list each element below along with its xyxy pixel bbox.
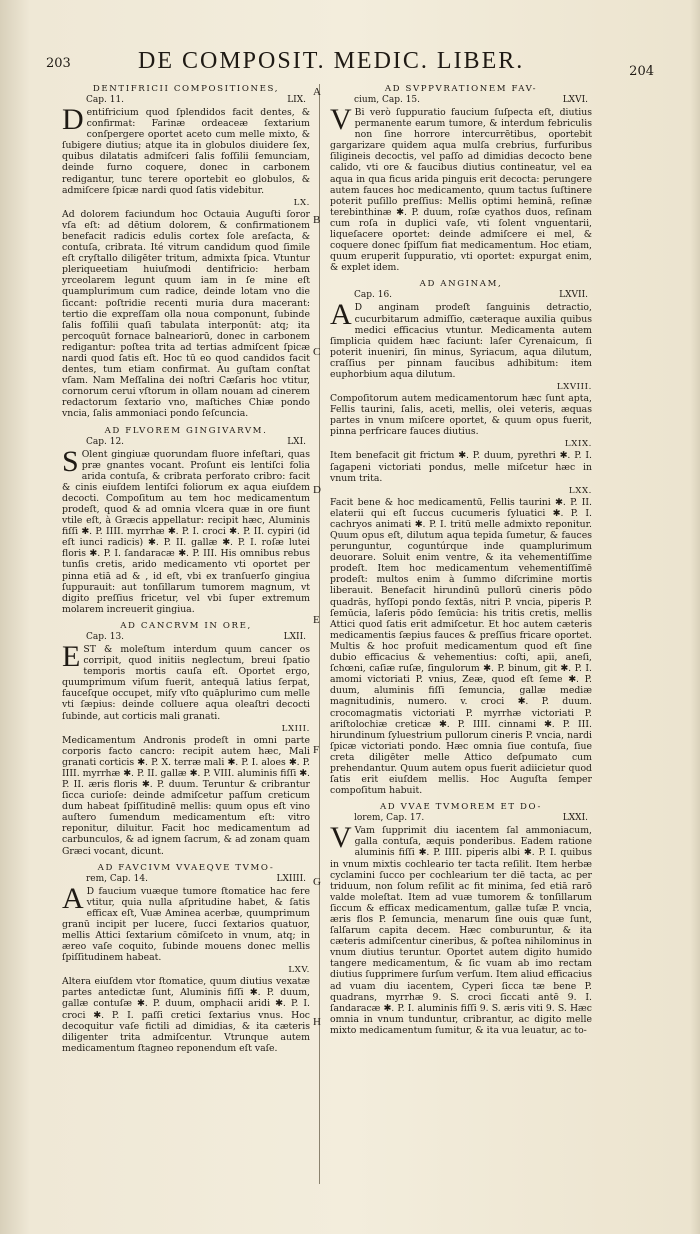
recipe-number: LXVIII.	[556, 382, 592, 393]
recipe-number: LXIX.	[564, 439, 592, 450]
body-paragraph	[62, 976, 310, 1054]
margin-letter-d: D	[313, 484, 321, 496]
body-paragraph	[330, 393, 592, 437]
body-paragraph	[330, 103, 592, 274]
recipe-number: LXII.	[283, 631, 306, 642]
chapter-subtitle	[330, 290, 592, 300]
left-column	[62, 84, 310, 1060]
chapter-number: Cap. 13.	[86, 631, 125, 642]
paragraph-text: Compoſitorum autem medicamentorum hæc ſunt apta, Fellis taurini, ſalis, aceti, mellis, olei veteris, æquas partes in vnum miſcere oportet, & quum opus fuerit, pinna perfricare fauces diutius.	[330, 393, 592, 438]
chapter-section	[330, 802, 592, 1036]
running-title: DE COMPOSIT. MEDIC. LIBER.	[138, 48, 525, 74]
margin-letter-f: F	[313, 744, 320, 756]
chapter-title: AD VVAE TVMOREM ET DO-	[379, 802, 543, 813]
margin-letter-a: A	[313, 86, 321, 98]
right-column	[330, 84, 592, 1042]
body-paragraph	[62, 444, 310, 615]
recipe-number: LX.	[293, 197, 310, 208]
chapter-number: Cap. 12.	[86, 436, 125, 447]
drop-capital: A	[330, 298, 352, 332]
chapter-number: Cap. 16.	[354, 290, 393, 301]
chapter-title: AD SVPPVRATIONEM FAV-	[384, 84, 538, 94]
paragraph-text: Ad dolorem faciundum hoc Octauia Auguſti ſoror vſa eſt: ad dētium dolorem, & confirmationem benefacit radicis edulis cortex ſole areſacta, & contuſa, cribrata. Ité vitrum candidum quod ſimile eſt cryſtallo diligēter tritum, admixta ſpica. Vtuntur pleriqueetiam huiuſmodi dentifricio: herbam yrceolarem legunt quum iam in ſe mine eſt quamplurimum cum radice, deinde lotam vno die ſiccant: poſtridie recenti muria dura macerant: tertio die expreſſam olla noua componunt, ſubinde ſalis foſſilii quaſi tabulata interponūt: atq; ita percoquūt fornace balneariorū, donec in carbonem redigantur: poſtea trita ad tertias admiſcent ſpicæ nardi quod ſatis eſt. Hoc tū eo quod candidos facit dentes, tum etiam confirmat. Au guſtam conſtat vſam. Nam Meſſalina dei noſtri Cæſaris hoc vtitur, cornorum cerui vſtorum in ollam nouam ad cinerem redactorum ſextario vno, maſtiches Chiæ pondo vncia, ſalis ammoniaci pondo ſeſcuncia.	[62, 208, 310, 420]
recipe-number: LXVI.	[562, 95, 588, 105]
paragraph-text: Facit bene & hoc medicamentū, Fellis taurini ✱. P. II. elaterii qui eſt ſuccus cucumeris ſyluatici ✱. P. I. cachryos animati ✱. P. I. tritū melle admixto reponitur. Quum opus eſt, dilutum aqua tepida ſumetur, & fauces perunguntur, coguntúrque inde quamplurimum deuorare. Soluit enim ventre, & ita vehementiſſime prodeſt. Item hoc medicamentum vehementiſſimē prodeſt: multos enim à ſummo diſcrimine mortis liberauit. Benefacit hirundinū pullorū cineris pōdo quadrās, hyſſopi pondo ſextās, nitri P. vncia, piperis P. ſemūcia, laſeris pōdo ſemūcia: his tritis cretis, mellis Attici quod ſatis erit admiſcetur. Et hoc autem cæteris medicamentis ſæpius fauces & preſſius fricare oportet. Multis & hoc profuit medicamentum quod eſt ſine dubio efficacius & vehementius: coſti, apii, aneſi, ſchœni, caſiæ ruſæ, ſingulorum ✱. P. binum, git ✱. P. I. amomi victoriati P. vnius, Zeæ, quod eſt ſeme ✱. P. duum, aluminis fiſſi ſemuncia, gallæ mediæ magnitudinis, numero. v. croci ✱. P. duum. crocomagmatis victoriati P. myrrhæ victoriati P. ariſtolochiæ creticæ ✱. P. IIII. cinnami ✱. P. III. hirundinum ſyluestrium pullorum cineris P. vncia, nardi ſpicæ victoriati pondo. Hæc omnia ſiue contuſa, ſiue creta diligēter melle Attico deſpumato cum prehendantur. Quum autem opus fuerit adiicietur quod ſatis erit eiuſdem mellis. Hoc Auguſta ſemper compoſitum habuit.	[330, 496, 592, 797]
body-paragraph	[62, 103, 310, 196]
recipe-number: LXIII.	[281, 723, 310, 734]
chapter-number: lorem, Cap. 17.	[354, 813, 425, 824]
chapter-number: Cap. 11.	[86, 95, 125, 105]
chapter-number: cium, Cap. 15.	[354, 95, 421, 105]
chapter-subtitle	[62, 437, 310, 447]
drop-capital: A	[62, 881, 84, 915]
recipe-number: LXXI.	[562, 813, 588, 824]
chapter-section	[330, 279, 592, 796]
chapter-section	[330, 84, 592, 273]
paragraph-text: Item benefacit git frictum ✱. P. duum, pyrethri ✱. P. I. ſagapeni victoriati pondus, melle miſcetur hæc in vnum trita.	[330, 450, 592, 484]
paragraph-text: Olent gingiuæ quorundam fluore infeſtari, quas præ gnantes vocant. Proſunt eis lentiſci folia arida contuſa, & cribrata perforato cribro: facit & cinis eiuſdem lentiſci foliorum ex aqua eiuſdem decocti. Compoſitum au tem hoc medicamentum prodeſt, quod & ad omnia vlcera quæ in ore fiunt vtile eſt, à Græcis appellatur: recipit hæc, Aluminis fiſſi ✱. P. IIII. myrrhæ ✱. P. I. croci ✱. P. II. cypiri (id eſt iunci radicis) ✱. P. II. gallæ ✱. P. I. roſæ lutei floris ✱. P. I. ſandaracæ ✱. P. III. His omnibus rebus tunſis cretis, arido medicamento vti oportet per pinna etiā ad & , id eſt, vbi ex tranſuerſo gingiua ſuppurauit: aut tonſillarum tumorem magnum, vt digito preſſius fricetur, vel vbi ſuper extremum molarem increuerit gingiua.	[62, 448, 310, 615]
chapter-subtitle	[62, 632, 310, 642]
body-paragraph	[62, 209, 310, 420]
chapter-number: rem, Cap. 14.	[86, 873, 148, 884]
recipe-number: LXI.	[287, 436, 306, 447]
chapter-subtitle	[330, 813, 592, 823]
chapter-subtitle	[62, 874, 310, 884]
body-paragraph	[330, 450, 592, 483]
body-paragraph	[62, 735, 310, 857]
paragraph-text: Medicamentum Andronis prodeſt in omni parte corporis facto cancro: recipit autem hæc, Mali granati corticis ✱. P. X. terræ mali ✱. P. I. aloes ✱. P. IIII. myrrhæ ✱. P. II. gallæ ✱. P. VIII. aluminis fiſſi ✱. P. II. æris floris ✱. P. duum. Teruntur & cribrantur ſicca curioſe: deinde admiſcetur paſſum creticum dum habeat ſpiſſitudinē mellis: quum opus eſt vino auſtero ſumendum medicamentum eſt: vitro reponitur, diluitur. Facit hoc medicamentum ad carbunculos, & ad ignem ſacrum, & ad zonam quam Græci vocant, dicunt.	[62, 734, 310, 857]
recipe-number: LXV.	[288, 965, 310, 976]
page-header	[40, 48, 660, 82]
chapter-title: AD ANGINAM,	[419, 279, 503, 290]
drop-capital: V	[330, 103, 352, 136]
left-page-number: 203	[46, 56, 71, 71]
recipe-number: LXIIII.	[276, 873, 306, 884]
chapter-title: DENTIFRICII COMPOSITIONES,	[92, 84, 280, 94]
drop-capital: E	[62, 639, 81, 673]
paragraph-text: Altera eiuſdem vtor ſtomatice, quum diutius vexatæ partes antedictæ ſunt, Aluminis fiſſi ✱. P. duum, gallæ contuſæ ✱. P. duum, omphacii aridi ✱. P. I. croci ✱. P. I. paſſi cretici ſextarius vnus. Hoc decoquitur vaſe fictili ad dimidias, & ita cæteris diligenter trita admiſcentur. Vtrunque autem medicamentum ſtagneo reponendum eſt vaſe.	[62, 976, 310, 1054]
paragraph-text: Vam ſupprimit diu iacentem ſal ammoniacum, galla contuſa, æquis ponderibus. Eadem ratione aluminis fiſſi ✱. P. IIII. piperis albi ✱. P. I. quibus in vnum mixtis cochleario ter tacta reſilit. Item herbæ cyclamini ſucco per cochlearium ter diē tacta, ac per triduum, non ſolum reſilit ac fit minima, ſed etiā rarō valde moleſtat. Item ad vuæ tumorem & tonſillarum ſiccum & efficax medicamentum, gallæ tuſæ P. vncia, æris flos P. ſemuncia, menarum ſine ouis quæ ſunt, ſalſarum capita decem. Hæc comburuntur, & ita cæteris admiſcentur cineribus, & poſtea nihilominus in vnum diutius teruntur. Oportet autem digito humido tangere medicamentum, & ſic vuam ab imo rectam diutius ſupprimere ſurſum verſum. Item aliud efficacius ad vuam diu iacentem, Cyperi ſicca tæ bene P. quadrans, myrrhæ 9. S. croci ſiccati antē 9. I. ſandaracæ ✱. P. I. aluminis fiſſi 9. S. æris viti 9. S. Hæc omnia in vnum tunduntur, cribrantur, ac digito melle mixto medicamentum ſumitur, & ita vua leuatur, ac to-	[330, 825, 592, 1036]
chapter-section	[62, 863, 310, 1054]
body-paragraph	[330, 298, 592, 380]
margin-letter-g: G	[313, 876, 321, 888]
drop-capital: V	[330, 821, 352, 855]
drop-capital: D	[62, 103, 84, 136]
recipe-number: LXX.	[568, 485, 592, 496]
chapter-section	[62, 621, 310, 857]
body-paragraph	[330, 821, 592, 1036]
paragraph-text: D faucium vuæque tumore ſtomatice hac fere vtitur, quia nulla aſpritudine habet, & ſatis efficax eſt, Vuæ Aminea acerbæ, quumprimum granū incipit per lucere, ſucci ſextarios quatuor, mellis Attici ſextarium cōmiſceto in vnum, atq; in æreo vaſe coquito, ſubinde mouens donec mellis ſpiſſitudinem habeat.	[62, 885, 310, 964]
body-paragraph	[330, 497, 592, 797]
drop-capital: S	[62, 444, 79, 478]
margin-letter-b: B	[313, 214, 321, 226]
chapter-title: AD FLVOREM GINGIVARVM.	[104, 425, 268, 436]
body-paragraph	[62, 639, 310, 722]
chapter-subtitle	[62, 95, 310, 105]
recipe-number: LXVII.	[559, 290, 588, 301]
paragraph-text: D anginam prodeſt ſanguinis detractio, cucurbitarum admiſſio, cæteraque auxilia quibus medici efficacius vtuntur. Medicamenta autem ſimplicia quidem hæc faciunt: laſer Cyrenaicum, ſi poterit inueniri, ſin minus, Syriacum, aqua dilutum, craſſius per pinnam faucibus adhibitum: item euphorbium aqua dilutum.	[330, 302, 592, 380]
margin-letter-h: H	[313, 1016, 321, 1028]
recipe-number: LIX.	[287, 95, 306, 105]
margin-letter-e: E	[313, 614, 320, 626]
paragraph-text: Bi verò ſuppuratio faucium ſuſpecta eſt, diutius permanente earum tumore, & interdum febriculis non ſine horrore intercurrētibus, oportebit gargarizare quidem aqua mulſa crebrius, furfuribus ſiligineis decoctis, vel paſſo ad dimidias decocto bene calido, vti ore & faucibus diutius contineatur, vel ea aqua in qua ficus arida pinguis erit decocta: perungere autem fauces hoc medicamento, quum tactus ſuſtinere poterit puſillo preſſius: Mellis optimi heminā, reſinæ terebinthinæ ✱. P. duum, roſæ cyathos duos, reſinam cum roſa in duplici vaſe, vti ſolent vnguentarii, liqueſacere oportet: deinde admiſcere ei mel, & coquere donec ſpiſſum fiat medicamentum. Hoc etiam, quum eruperit ſuppuratio, vti oportet: expurgat enim, & explet idem.	[330, 107, 592, 274]
paragraph-text: ST & moleſtum interdum quum cancer os corripit, quod initiis neglectum, breui ſpatio temporis mortis cauſa eſt. Oportet ergo, quumprimum viſum fuerit, antequā latius ſerpat, fauceſque occupet, miſy vſto quāplurimo cum melle vti ſæpius: deinde colluere aqua oleaſtri decocti ſubinde, aut corticis mali granati.	[62, 643, 310, 722]
chapter-subtitle	[330, 95, 592, 105]
paragraph-text: entifricium quod ſplendidos facit dentes, & confirmat: Farinæ ordeaceæ ſextarium conſpergere oportet aceto cum melle mixto, & ſubigere diutius; atque ita in globulos diuidere ſex, quibus dilatatis admiſceri ſalis foſſilii ſemunciam, deinde furno coquere, donec in carbonem redigantur, tunc terere oportebit eo globulos, & admiſcere ſpicæ nardi quod ſatis videbitur.	[62, 107, 310, 196]
chapter-title: AD CANCRVM IN ORE,	[120, 620, 252, 631]
chapter-section	[62, 426, 310, 615]
chapter-title: AD FAVCIVM VVAEQVE TVMO-	[97, 862, 275, 873]
margin-letter-c: C	[313, 346, 321, 358]
right-page-number: 204	[629, 64, 654, 79]
body-paragraph	[62, 881, 310, 964]
chapter-section	[62, 84, 310, 420]
